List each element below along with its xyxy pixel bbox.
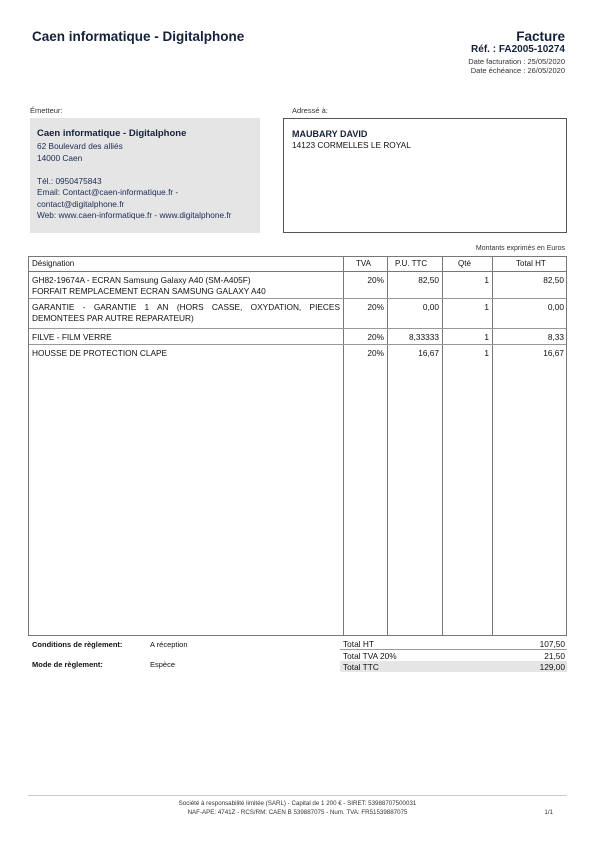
table-row [29,345,566,360]
row-designation: FILVE - FILM VERRE [32,332,112,342]
row-designation [32,275,340,296]
total-ttc-label: Total TTC [343,662,379,672]
document-type: Facture [516,29,565,44]
row-tva: 20% [367,275,384,285]
row-quantity: 1 [484,348,489,358]
footer-divider [28,795,567,796]
issuer-box [30,118,260,233]
due-date: Date échéance : 26/05/2020 [470,66,565,75]
row-tva: 20% [367,302,384,312]
currency-note: Montants exprimés en Euros [475,245,565,252]
row-unit-price: 16,67 [418,348,439,358]
row-designation-line2: DEMONTEES PAR AUTRE REPARATEUR) [32,312,194,323]
issuer-spacer [37,164,253,176]
row-designation-line1: GARANTIE - GARANTIE 1 AN (HORS CASSE, OXYDATION, PIECES [32,302,340,312]
total-ht-row [340,638,567,650]
row-total: 8,33 [547,332,564,342]
total-ht-value: 107,50 [539,639,565,649]
payment-mode-value: Espèce [150,660,176,669]
recipient-name: MAUBARY DAVID [292,129,368,139]
items-table [28,256,567,636]
issuer-address-line2: 14000 Caen [37,152,83,163]
row-quantity: 1 [484,332,489,342]
row-designation: HOUSSE DE PROTECTION CLAPE [32,348,168,358]
header-total: Total HT [516,259,546,268]
row-designation-line1: GH82-19674A - ECRAN Samsung Galaxy A40 (SM-A405F) [32,275,251,285]
company-title: Caen informatique - Digitalphone [32,29,245,44]
footer-legal [0,800,595,817]
table-row [29,272,566,299]
recipient-box [283,118,567,233]
table-header [29,257,566,272]
totals-block [340,638,567,672]
row-total: 82,50 [543,275,564,285]
issuer-name: Caen informatique - Digitalphone [37,128,187,139]
total-tva-row [340,650,567,661]
row-unit-price: 82,50 [418,275,439,285]
issuer-address-line1: 62 Boulevard des alliés [37,141,123,151]
payment-mode-label: Mode de règlement: [32,660,103,669]
row-total: 16,67 [543,348,564,358]
issuer-email-line1: Email: Contact@caen-informatique.fr - [37,187,179,197]
header-designation: Désignation [32,259,75,268]
row-tva: 20% [367,348,384,358]
header-tva: TVA [356,259,371,268]
invoice-dates [468,57,565,75]
issuer-website: Web: www.caen-informatique.fr - www.digitalphone.fr [37,210,232,220]
row-designation-line2: FORFAIT REMPLACEMENT ECRAN SAMSUNG GALAXY A40 [32,285,266,296]
total-tva-value: 21,50 [544,651,565,661]
total-tva-label: Total TVA 20% [343,651,397,661]
row-unit-price: 0,00 [422,302,439,312]
issuer-phone: Tél.: 0950475843 [37,175,102,186]
issuer-email-line2: contact@digitalphone.fr [37,198,125,209]
total-ttc-row [340,661,567,672]
invoice-date: Date facturation : 25/05/2020 [468,57,565,66]
row-tva: 20% [367,332,384,342]
total-ht-label: Total HT [343,639,374,649]
header-unit-price: P.U. TTC [395,259,428,268]
header-quantity: Qté [458,259,471,268]
row-designation [32,302,340,323]
row-unit-price: 8,33333 [409,332,439,342]
recipient-address: 14123 CORMELLES LE ROYAL [292,140,411,150]
footer-legal-line1: Société à responsabilité limitée (SARL) - Capital de 1 200 € - SIRET: 53988707500031 [178,800,417,807]
page-number: 1/1 [544,809,553,816]
table-row [29,329,566,345]
footer-legal-line2: NAF-APE: 4741Z - RCS/RM: CAEN B 539887075 - Num. TVA: FR51539887075 [187,808,408,816]
total-ttc-value: 129,00 [539,662,565,672]
invoice-reference: Réf. : FA2005-10274 [471,44,565,55]
issuer-label: Émetteur: [30,106,63,115]
row-quantity: 1 [484,302,489,312]
payment-conditions-value: A réception [150,640,188,649]
table-row [29,299,566,329]
recipient-label: Adressé à: [292,106,328,115]
row-quantity: 1 [484,275,489,285]
row-total: 0,00 [547,302,564,312]
payment-conditions-label: Conditions de règlement: [32,640,123,649]
